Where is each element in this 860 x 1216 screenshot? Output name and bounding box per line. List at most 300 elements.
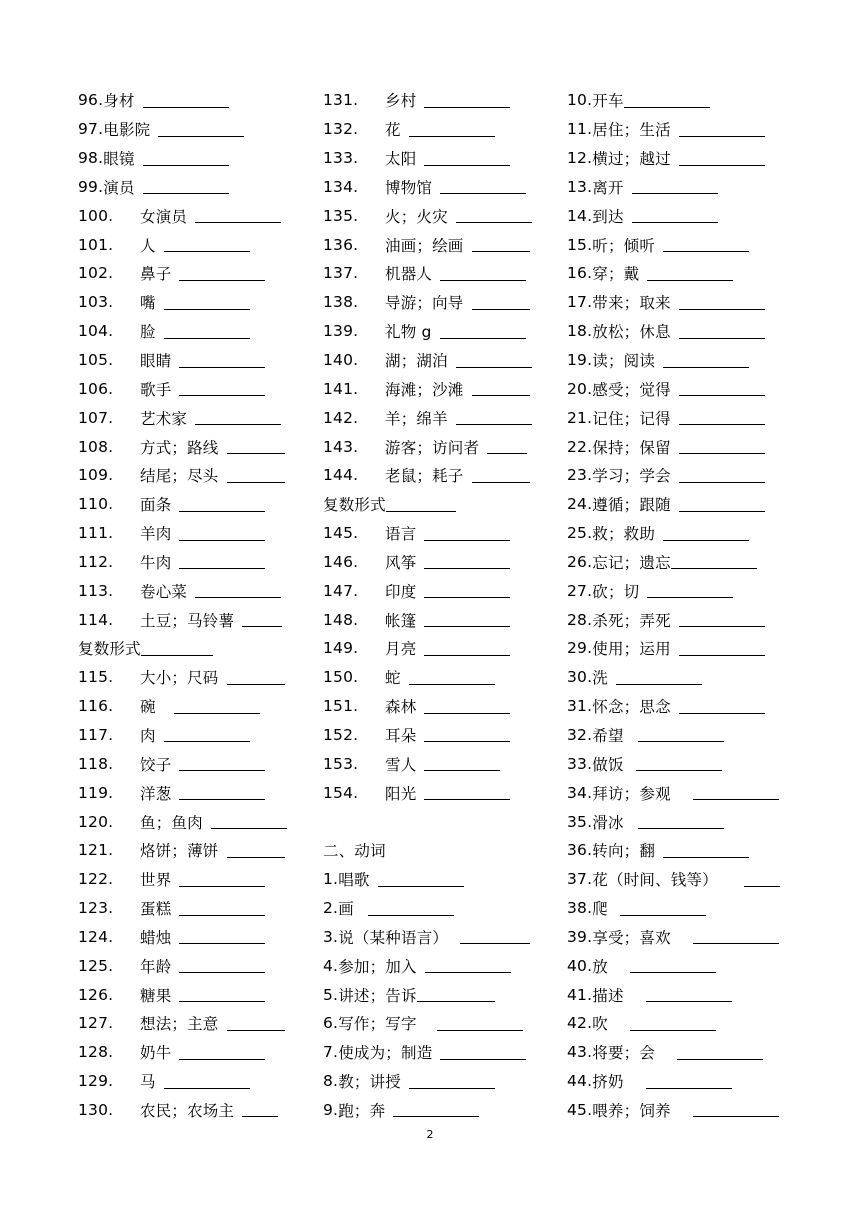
answer-blank[interactable] — [424, 612, 510, 627]
answer-blank[interactable] — [378, 872, 464, 887]
answer-blank[interactable] — [638, 814, 724, 829]
item-meaning: 湖；湖泊 — [385, 352, 448, 371]
answer-blank[interactable] — [663, 237, 749, 252]
answer-blank[interactable] — [744, 872, 780, 887]
item-meaning: 挤奶 — [592, 1073, 624, 1092]
item-number: 123. — [78, 899, 114, 918]
vocab-item — [78, 374, 300, 403]
item-meaning: 教；讲授 — [338, 1073, 402, 1092]
item-meaning: 礼物 g — [385, 323, 432, 342]
item-number: 25. — [567, 524, 593, 543]
item-number: 136. — [323, 235, 359, 254]
vocab-item — [567, 432, 789, 461]
item-number: 17. — [567, 293, 593, 312]
answer-blank[interactable] — [424, 727, 510, 742]
item-meaning: 离开 — [592, 178, 624, 197]
answer-blank[interactable] — [620, 901, 706, 916]
answer-blank[interactable] — [242, 1102, 278, 1117]
answer-blank[interactable] — [638, 727, 724, 742]
item-meaning: 拜访；参观 — [592, 784, 671, 803]
answer-blank[interactable] — [636, 756, 722, 771]
answer-blank[interactable] — [227, 1016, 285, 1031]
answer-blank[interactable] — [487, 439, 527, 454]
item-number: 110. — [78, 495, 114, 514]
item-number: 143. — [323, 437, 359, 456]
vocab-item — [78, 259, 300, 288]
item-meaning: 洋葱 — [140, 784, 172, 803]
vocab-item — [78, 605, 300, 634]
item-number: 31. — [567, 697, 593, 716]
answer-blank[interactable] — [143, 179, 229, 194]
answer-blank[interactable] — [671, 554, 757, 569]
answer-blank[interactable] — [425, 958, 511, 973]
answer-blank[interactable] — [646, 1074, 732, 1089]
item-number: 21. — [567, 408, 593, 427]
item-meaning: 碗 — [140, 698, 156, 717]
answer-blank[interactable] — [663, 526, 749, 541]
vocab-item — [567, 894, 789, 923]
item-meaning: 人 — [140, 236, 156, 255]
vocab-item — [567, 836, 789, 865]
answer-blank[interactable] — [646, 987, 732, 1002]
vocab-item — [323, 346, 545, 375]
item-meaning: 居住；生活 — [592, 121, 671, 140]
vocab-item — [323, 980, 545, 1009]
item-meaning: 穿；戴 — [592, 265, 640, 284]
answer-blank[interactable] — [472, 468, 530, 483]
answer-blank[interactable] — [630, 958, 716, 973]
item-meaning: 女演员 — [140, 207, 188, 226]
answer-blank[interactable] — [630, 1016, 716, 1031]
vocab-item — [78, 721, 300, 750]
item-meaning: 火；火灾 — [385, 207, 448, 226]
vocab-item — [567, 951, 789, 980]
item-meaning: 蛇 — [385, 669, 401, 688]
answer-blank[interactable] — [179, 381, 265, 396]
vocab-item — [323, 519, 545, 548]
answer-blank[interactable] — [195, 208, 281, 223]
item-meaning: 歌手 — [140, 380, 172, 399]
item-number: 108. — [78, 437, 114, 456]
vocab-item — [78, 519, 300, 548]
item-meaning: 转向；翻 — [592, 842, 656, 861]
answer-blank[interactable] — [424, 526, 510, 541]
item-meaning: 画 — [338, 900, 354, 919]
item-meaning: 游客；访问者 — [385, 438, 480, 457]
item-number: 101. — [78, 235, 114, 254]
item-number: 146. — [323, 552, 359, 571]
vocab-item — [567, 721, 789, 750]
item-meaning: 眼睛 — [140, 352, 172, 371]
item-number: 145. — [323, 524, 359, 543]
item-meaning: 海滩；沙滩 — [385, 380, 464, 399]
item-number: 5. — [323, 985, 339, 1004]
vocab-item — [323, 259, 545, 288]
vocab-item — [567, 86, 789, 115]
item-meaning: 油画；绘画 — [385, 236, 464, 255]
vocab-item — [567, 1009, 789, 1038]
answer-blank[interactable] — [179, 785, 265, 800]
answer-blank[interactable] — [456, 208, 532, 223]
item-number: 14. — [567, 206, 593, 225]
answer-blank[interactable] — [143, 93, 229, 108]
answer-blank[interactable] — [679, 324, 765, 339]
item-number: 105. — [78, 351, 114, 370]
item-meaning: 眼镜 — [103, 150, 135, 169]
vocab-item — [78, 115, 300, 144]
answer-blank[interactable] — [179, 266, 265, 281]
vocab-item — [78, 144, 300, 173]
vocab-item — [567, 1038, 789, 1067]
vocab-item — [78, 951, 300, 980]
item-meaning: 月亮 — [385, 640, 417, 659]
item-meaning: 使用；运用 — [592, 640, 671, 659]
vocab-item — [323, 201, 545, 230]
answer-blank[interactable] — [409, 1074, 495, 1089]
answer-blank[interactable] — [164, 1074, 250, 1089]
item-meaning: 参加；加入 — [338, 957, 417, 976]
answer-blank[interactable] — [227, 843, 285, 858]
vocab-item — [78, 346, 300, 375]
item-meaning: 放 — [592, 957, 608, 976]
vocab-item — [78, 432, 300, 461]
vocab-item — [323, 1009, 545, 1038]
answer-blank[interactable] — [440, 266, 526, 281]
item-number: 36. — [567, 841, 593, 860]
vocab-item — [78, 317, 300, 346]
item-number: 11. — [567, 120, 593, 139]
answer-blank[interactable] — [424, 699, 510, 714]
answer-blank[interactable] — [424, 93, 510, 108]
answer-blank[interactable] — [440, 1045, 526, 1060]
item-number: 30. — [567, 668, 593, 687]
item-number: 152. — [323, 725, 359, 744]
vocab-item — [567, 865, 789, 894]
item-meaning: 老鼠；耗子 — [385, 467, 464, 486]
answer-blank[interactable] — [693, 929, 779, 944]
item-number: 37. — [567, 870, 593, 889]
item-meaning: 滑冰 — [592, 813, 624, 832]
item-number: 7. — [323, 1043, 339, 1062]
answer-blank[interactable] — [440, 324, 526, 339]
item-number: 122. — [78, 870, 114, 889]
item-number: 141. — [323, 379, 359, 398]
vocab-item — [323, 173, 545, 202]
vocab-item — [78, 201, 300, 230]
answer-blank[interactable] — [424, 641, 510, 656]
answer-blank[interactable] — [174, 699, 260, 714]
answer-blank[interactable] — [424, 151, 510, 166]
answer-blank[interactable] — [440, 179, 526, 194]
item-number: 18. — [567, 322, 593, 341]
item-meaning: 做饭 — [592, 755, 624, 774]
item-meaning: 救；救助 — [592, 525, 656, 544]
answer-blank[interactable] — [472, 295, 530, 310]
item-meaning: 艺术家 — [140, 409, 188, 428]
answer-blank[interactable] — [227, 670, 285, 685]
answer-blank[interactable] — [679, 468, 765, 483]
answer-blank[interactable] — [647, 266, 733, 281]
item-number: 4. — [323, 956, 339, 975]
vocab-item — [567, 230, 789, 259]
section-heading — [78, 634, 300, 663]
answer-blank[interactable] — [663, 353, 749, 368]
item-meaning: 耳朵 — [385, 726, 417, 745]
item-number: 99. — [78, 177, 104, 196]
answer-blank[interactable] — [679, 122, 765, 137]
vocab-item — [567, 576, 789, 605]
vocab-item — [567, 173, 789, 202]
vocab-item — [78, 548, 300, 577]
answer-blank[interactable] — [211, 814, 287, 829]
item-meaning: 使成为；制造 — [338, 1044, 433, 1063]
answer-blank[interactable] — [164, 295, 250, 310]
answer-blank[interactable] — [179, 929, 265, 944]
vocab-item — [567, 1067, 789, 1096]
answer-blank[interactable] — [179, 987, 265, 1002]
answer-blank[interactable] — [368, 901, 454, 916]
vocab-item — [567, 374, 789, 403]
item-meaning: 横过；越过 — [592, 150, 671, 169]
item-meaning: 马 — [140, 1073, 156, 1092]
answer-blank[interactable] — [417, 987, 495, 1002]
answer-blank[interactable] — [386, 497, 456, 512]
vocab-item — [78, 403, 300, 432]
vocab-item — [323, 894, 545, 923]
item-number: 144. — [323, 466, 359, 485]
vocab-item — [78, 1096, 300, 1125]
answer-blank[interactable] — [693, 785, 779, 800]
answer-blank[interactable] — [679, 699, 765, 714]
item-number: 150. — [323, 668, 359, 687]
answer-blank[interactable] — [179, 353, 265, 368]
item-meaning: 语言 — [385, 525, 417, 544]
answer-blank[interactable] — [647, 583, 733, 598]
heading-text: 复数形式 — [323, 496, 386, 515]
item-number: 107. — [78, 408, 114, 427]
item-number: 127. — [78, 1014, 114, 1033]
item-meaning: 洗 — [592, 669, 608, 688]
vocab-item — [323, 374, 545, 403]
answer-blank[interactable] — [158, 122, 244, 137]
item-meaning: 土豆；马铃薯 — [140, 611, 235, 630]
vocab-item — [567, 259, 789, 288]
item-number: 102. — [78, 264, 114, 283]
answer-blank[interactable] — [624, 93, 710, 108]
item-meaning: 到达 — [592, 207, 624, 226]
answer-blank[interactable] — [437, 1016, 523, 1031]
answer-blank[interactable] — [679, 439, 765, 454]
item-meaning: 肉 — [140, 726, 156, 745]
item-meaning: 鼻子 — [140, 265, 172, 284]
item-meaning: 乡村 — [385, 92, 417, 111]
answer-blank[interactable] — [179, 958, 265, 973]
item-meaning: 世界 — [140, 871, 172, 890]
answer-blank[interactable] — [179, 526, 265, 541]
vocab-item — [78, 1067, 300, 1096]
item-meaning: 太阳 — [385, 150, 417, 169]
section-heading — [323, 836, 545, 865]
answer-blank[interactable] — [179, 901, 265, 916]
item-meaning: 大小；尺码 — [140, 669, 219, 688]
answer-blank[interactable] — [424, 554, 510, 569]
item-number: 45. — [567, 1100, 593, 1119]
item-meaning: 唱歌 — [338, 871, 370, 890]
item-number: 1. — [323, 870, 339, 889]
answer-blank[interactable] — [456, 353, 532, 368]
answer-blank[interactable] — [179, 756, 265, 771]
item-number: 106. — [78, 379, 114, 398]
item-meaning: 听；倾听 — [592, 236, 656, 255]
item-meaning: 导游；向导 — [385, 294, 464, 313]
vocab-item — [323, 432, 545, 461]
column-1 — [78, 86, 300, 1124]
vocab-item — [323, 548, 545, 577]
column-3 — [567, 86, 789, 1124]
vocab-item — [78, 461, 300, 490]
answer-blank[interactable] — [424, 785, 510, 800]
item-meaning: 将要；会 — [592, 1044, 656, 1063]
item-number: 35. — [567, 812, 593, 831]
answer-blank[interactable] — [677, 1045, 763, 1060]
vocab-item — [567, 1096, 789, 1125]
answer-blank[interactable] — [693, 1102, 779, 1117]
item-number: 96. — [78, 91, 104, 110]
answer-blank[interactable] — [195, 583, 281, 598]
answer-blank[interactable] — [164, 324, 250, 339]
item-meaning: 风筝 — [385, 553, 417, 572]
item-meaning: 卷心菜 — [140, 582, 188, 601]
vocab-item — [567, 144, 789, 173]
item-number: 40. — [567, 956, 593, 975]
answer-blank[interactable] — [679, 497, 765, 512]
vocab-item — [567, 605, 789, 634]
answer-blank[interactable] — [679, 295, 765, 310]
vocab-item — [323, 1067, 545, 1096]
item-meaning: 感受；觉得 — [592, 380, 671, 399]
answer-blank[interactable] — [242, 612, 282, 627]
answer-blank[interactable] — [679, 381, 765, 396]
vocab-item — [567, 692, 789, 721]
item-number: 103. — [78, 293, 114, 312]
answer-blank[interactable] — [164, 237, 250, 252]
vocab-item — [78, 1009, 300, 1038]
item-number: 151. — [323, 697, 359, 716]
answer-blank[interactable] — [409, 670, 495, 685]
item-number: 32. — [567, 725, 593, 744]
vocab-item — [567, 317, 789, 346]
blank-line — [323, 807, 545, 836]
vocab-item — [567, 403, 789, 432]
item-meaning: 身材 — [103, 92, 135, 111]
item-meaning: 描述 — [592, 986, 624, 1005]
vocab-item — [78, 1038, 300, 1067]
answer-blank[interactable] — [179, 1045, 265, 1060]
item-number: 6. — [323, 1014, 339, 1033]
item-number: 119. — [78, 783, 114, 802]
vocab-item — [323, 1096, 545, 1125]
item-number: 2. — [323, 899, 339, 918]
item-number: 10. — [567, 91, 593, 110]
item-meaning: 奶牛 — [140, 1044, 172, 1063]
item-number: 147. — [323, 581, 359, 600]
answer-blank[interactable] — [227, 439, 285, 454]
vocab-item — [323, 1038, 545, 1067]
vocab-item — [567, 663, 789, 692]
item-meaning: 阳光 — [385, 784, 417, 803]
item-number: 133. — [323, 149, 359, 168]
answer-blank[interactable] — [409, 122, 495, 137]
answer-blank[interactable] — [424, 756, 500, 771]
item-number: 22. — [567, 437, 593, 456]
answer-blank[interactable] — [679, 641, 765, 656]
answer-blank[interactable] — [632, 179, 718, 194]
vocab-item — [78, 173, 300, 202]
answer-blank[interactable] — [663, 843, 749, 858]
answer-blank[interactable] — [143, 151, 229, 166]
item-number: 16. — [567, 264, 593, 283]
answer-blank[interactable] — [679, 612, 765, 627]
item-number: 98. — [78, 149, 104, 168]
item-meaning: 爬 — [592, 900, 608, 919]
item-meaning: 蜡烛 — [140, 928, 172, 947]
answer-blank[interactable] — [179, 554, 265, 569]
answer-blank[interactable] — [679, 151, 765, 166]
vocab-item — [323, 403, 545, 432]
item-number: 13. — [567, 177, 593, 196]
item-meaning: 雪人 — [385, 755, 417, 774]
vocab-item — [78, 490, 300, 519]
vocab-item — [567, 634, 789, 663]
vocab-item — [78, 576, 300, 605]
item-number: 125. — [78, 956, 114, 975]
item-meaning: 森林 — [385, 698, 417, 717]
item-meaning: 饺子 — [140, 755, 172, 774]
answer-blank[interactable] — [632, 208, 718, 223]
answer-blank[interactable] — [472, 381, 530, 396]
item-meaning: 糖果 — [140, 986, 172, 1005]
vocab-item — [78, 894, 300, 923]
item-number: 9. — [323, 1100, 339, 1119]
answer-blank[interactable] — [141, 641, 213, 656]
answer-blank[interactable] — [616, 670, 702, 685]
item-number: 34. — [567, 783, 593, 802]
answer-blank[interactable] — [456, 410, 532, 425]
answer-blank[interactable] — [195, 410, 281, 425]
answer-blank[interactable] — [393, 1102, 479, 1117]
item-number: 120. — [78, 812, 114, 831]
vocab-item — [323, 317, 545, 346]
item-number: 118. — [78, 754, 114, 773]
vocab-item — [323, 922, 545, 951]
item-number: 113. — [78, 581, 114, 600]
answer-blank[interactable] — [179, 872, 265, 887]
answer-blank[interactable] — [164, 727, 250, 742]
item-meaning: 享受；喜欢 — [592, 928, 671, 947]
answer-blank[interactable] — [179, 497, 265, 512]
answer-blank[interactable] — [679, 410, 765, 425]
item-meaning: 牛肉 — [140, 553, 172, 572]
answer-blank[interactable] — [460, 929, 530, 944]
vocab-item — [567, 201, 789, 230]
item-number: 128. — [78, 1043, 114, 1062]
answer-blank[interactable] — [472, 237, 530, 252]
vocab-item — [78, 86, 300, 115]
answer-blank[interactable] — [227, 468, 285, 483]
vocab-item — [567, 922, 789, 951]
vocab-item — [78, 288, 300, 317]
answer-blank[interactable] — [424, 583, 510, 598]
